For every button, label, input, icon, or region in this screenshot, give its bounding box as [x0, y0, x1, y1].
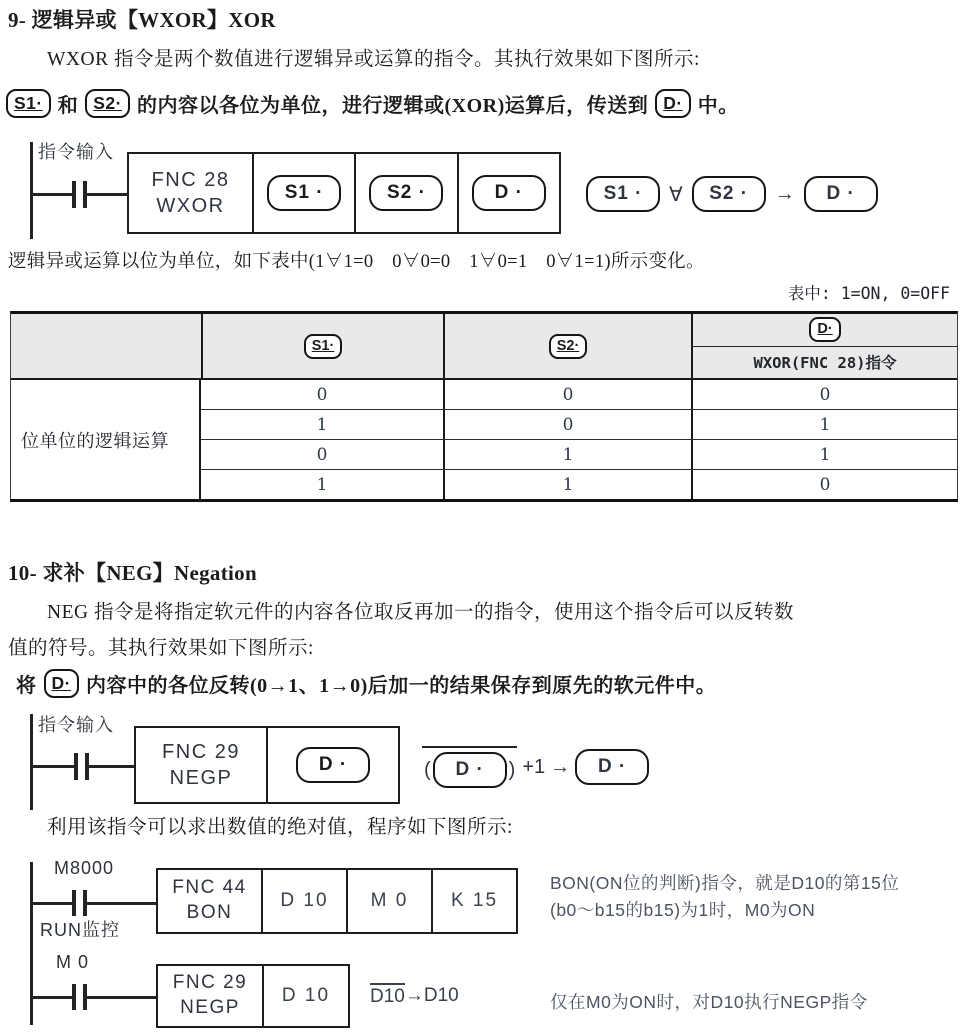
paren: ) [508, 758, 516, 781]
power-rail [30, 862, 33, 1025]
operand-cell [266, 728, 398, 802]
s2-operand-pill: S2 · [692, 176, 766, 212]
fnc-mnemonic: WXOR [156, 195, 225, 217]
s2-operand-pill: S2· [85, 89, 130, 118]
d-header-cell [691, 314, 957, 378]
fnc-number: FNC 28 [151, 169, 230, 191]
s1-header-cell [201, 314, 443, 378]
d-operand-pill: D · [472, 175, 546, 211]
cell-d: 1 [691, 410, 957, 439]
fnc-number: FNC 29 [162, 741, 240, 763]
fnc-mnemonic: BON [186, 902, 233, 923]
section10-intro-line1: NEG 指令是将指定软元件的内容各位取反再加一的指令，使用这个指令后可以反转数 [47, 602, 794, 623]
power-rail [30, 714, 33, 810]
paren: ( [424, 758, 431, 781]
cell-d: 0 [691, 470, 957, 499]
row-group-label: 位单位的逻辑运算 [11, 380, 201, 499]
d-operand-pill: D · [804, 176, 878, 212]
cell-s2: 0 [443, 380, 691, 409]
cell-d: 1 [691, 440, 957, 469]
d-operand-pill: D· [809, 317, 840, 342]
contact-icon [72, 890, 76, 916]
fnc-cell [158, 966, 262, 1026]
contact-icon [72, 181, 76, 208]
pill-sentence-text: 和 [57, 95, 79, 117]
section10-title: 10- 求补【NEG】Negation [8, 561, 257, 585]
s2-operand-pill: S2 · [369, 175, 443, 211]
contact-icon [83, 890, 87, 916]
contact-icon [83, 181, 87, 208]
s2-header-cell [443, 314, 691, 378]
cell-s1: 1 [316, 474, 328, 495]
wxor-ladder-diagram [30, 136, 940, 240]
cell-s2: 1 [443, 470, 691, 499]
contact-icon [72, 984, 76, 1010]
s1-operand-pill: S1· [304, 334, 343, 359]
wire [32, 996, 72, 999]
arrow-icon: → [550, 755, 571, 778]
comment-line: BON(ON位的判断)指令，就是D10的第15位 [550, 873, 900, 893]
contact-label: 指令输入 [38, 715, 114, 735]
empty-header-cell [11, 314, 201, 378]
pill-sentence-text: 将 [16, 675, 37, 697]
section10-pill-sentence [16, 669, 716, 698]
overline-group [422, 746, 517, 788]
xor-operator: ∀ [669, 183, 683, 206]
value-rows [201, 380, 957, 499]
fnc-cell [129, 154, 252, 232]
cell-s1: 0 [316, 444, 328, 465]
instruction-box [127, 152, 561, 234]
d-operand-pill: D· [44, 669, 79, 698]
contact-sublabel: RUN监控 [40, 920, 120, 940]
fnc-mnemonic: NEGP [169, 767, 233, 789]
table-row [201, 380, 957, 410]
instruction-box [134, 726, 400, 804]
d-operand-pill: D · [575, 749, 649, 785]
section9-title: 9- 逻辑异或【WXOR】XOR [8, 8, 276, 32]
fnc-number: FNC 29 [172, 972, 248, 994]
contact-icon [74, 753, 78, 780]
contact-icon [83, 984, 87, 1010]
section9-intro: WXOR 指令是两个数值进行逻辑异或运算的指令。其执行效果如下图所示: [47, 49, 700, 70]
wire [32, 765, 74, 768]
contact-icon [85, 753, 89, 780]
formula-rest: →D10 [404, 984, 459, 1006]
section10-intro-line2: 值的符号。其执行效果如下图所示: [8, 638, 314, 659]
d-operand-pill: D· [655, 89, 690, 118]
contact-label: M8000 [54, 858, 115, 878]
table-row [201, 410, 957, 440]
operand-cell [252, 154, 354, 232]
operand-cell: K 15 [431, 870, 516, 932]
wire [32, 902, 72, 905]
power-rail [30, 142, 33, 239]
instruction-box [156, 964, 350, 1028]
abs-value-note: 利用该指令可以求出数值的绝对值，程序如下图所示: [47, 817, 513, 838]
arrow-icon: → [774, 182, 795, 205]
table-header-row [11, 314, 957, 380]
negp-comment: 仅在M0为ON时，对D10执行NEGP指令 [550, 992, 868, 1012]
operand-cell [354, 154, 456, 232]
bon-comment [550, 870, 899, 924]
fnc-cell [158, 870, 261, 932]
pill-sentence-text: 的内容以各位为单位，进行逻辑或(XOR)运算后，传送到 [136, 95, 649, 117]
abs-program-ladder [30, 856, 962, 1028]
wire [87, 902, 156, 905]
negp-formula [370, 983, 459, 1008]
fnc-mnemonic: NEGP [180, 997, 240, 1018]
fnc-number: FNC 44 [172, 877, 247, 899]
instruction-box [156, 868, 518, 934]
cell-s2: 0 [443, 410, 691, 439]
d-operand-pill: D · [433, 752, 507, 788]
s1-operand-pill: S1· [6, 89, 51, 118]
operand-cell [457, 154, 559, 232]
s1-operand-pill: S1 · [267, 175, 341, 211]
plus-one: +1 [522, 755, 546, 778]
cell-d: 0 [691, 380, 957, 409]
cell-s1: 1 [316, 414, 328, 435]
wire [32, 193, 72, 196]
table-body [11, 380, 957, 499]
table-legend: 表中: 1=ON, 0=OFF [787, 284, 950, 303]
table-row [201, 470, 957, 499]
operand-cell: D 10 [262, 966, 348, 1026]
neg-formula [422, 746, 649, 788]
pill-sentence-text: 中。 [697, 95, 739, 117]
negp-ladder-diagram [30, 710, 780, 810]
wire [87, 996, 156, 999]
cell-s1: 0 [316, 384, 328, 405]
s2-operand-pill: S2· [549, 334, 588, 359]
contact-label: M 0 [56, 952, 90, 972]
s1-operand-pill: S1 · [586, 176, 660, 212]
d-header-top [693, 314, 957, 347]
operand-cell: D 10 [261, 870, 346, 932]
d-header-sub: WXOR(FNC 28)指令 [753, 354, 897, 373]
contact-label: 指令输入 [38, 142, 114, 162]
wire [87, 193, 127, 196]
operand-cell: M 0 [346, 870, 431, 932]
wire [89, 765, 134, 768]
overline-d10: D10 [370, 983, 405, 1008]
cell-s2: 1 [443, 440, 691, 469]
table-note: 逻辑异或运算以位为单位，如下表中(1∀1=0 0∀0=0 1∀0=1 0∀1=1)所示变化。 [8, 252, 705, 272]
xor-truth-table [10, 311, 958, 502]
comment-line: (b0～b15的b15)为1时，M0为ON [550, 900, 816, 921]
section9-pill-sentence [6, 89, 739, 118]
d-operand-pill: D · [296, 747, 370, 783]
table-row [201, 440, 957, 470]
fnc-cell [136, 728, 266, 802]
pill-sentence-text: 内容中的各位反转(0→1、1→0)后加一的结果保存到原先的软元件中。 [85, 675, 717, 697]
xor-formula [586, 176, 878, 212]
